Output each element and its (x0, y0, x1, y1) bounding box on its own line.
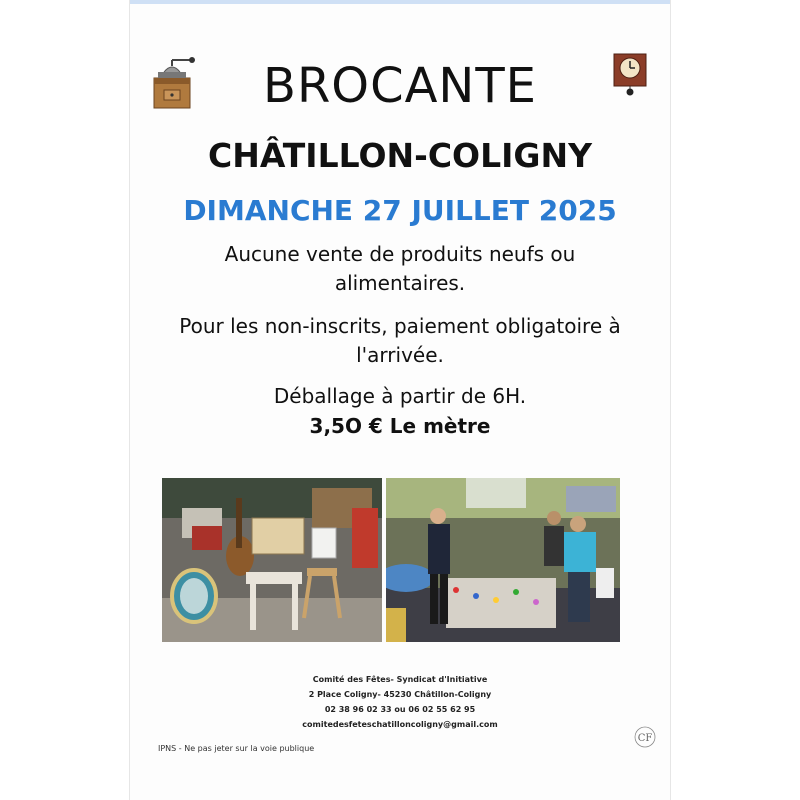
ipns-notice: IPNS - Ne pas jeter sur la voie publique (158, 744, 315, 753)
price-per-metre: 3,5O € Le mètre (309, 414, 491, 438)
organizer-name: Comité des Fêtes- Syndicat d'Initiative (312, 675, 488, 684)
event-date: DIMANCHE 27 JUILLET 2025 (183, 194, 617, 227)
town-name: CHÂTILLON-COLIGNY (207, 136, 593, 175)
organizer-phones: 02 38 96 02 33 ou 06 02 55 62 95 (324, 705, 476, 714)
organizer-contact (250, 672, 550, 732)
info-line: Aucune vente de produits neufs ou (224, 242, 576, 266)
setup-time: Déballage à partir de 6H. (273, 384, 527, 408)
svg-text:CF: CF (637, 733, 653, 744)
payment-notice (130, 312, 670, 370)
poster-title: BROCANTE (263, 58, 537, 114)
info-line: alimentaires. (334, 271, 466, 295)
flea-market-photo-crowd (386, 478, 620, 642)
organizer-address: 2 Place Coligny- 45230 Châtillon-Coligny (308, 690, 492, 699)
info-line: Pour les non-inscrits, paiement obligatoire à (179, 314, 621, 338)
flea-market-photo-furniture (162, 478, 382, 642)
cf-stamp-icon (630, 722, 660, 752)
top-edge (130, 0, 670, 4)
info-line: l'arrivée. (356, 343, 444, 367)
no-new-products-notice (130, 240, 670, 298)
organizer-email: comitedesfeteschatilloncoligny@gmail.com (302, 720, 498, 729)
